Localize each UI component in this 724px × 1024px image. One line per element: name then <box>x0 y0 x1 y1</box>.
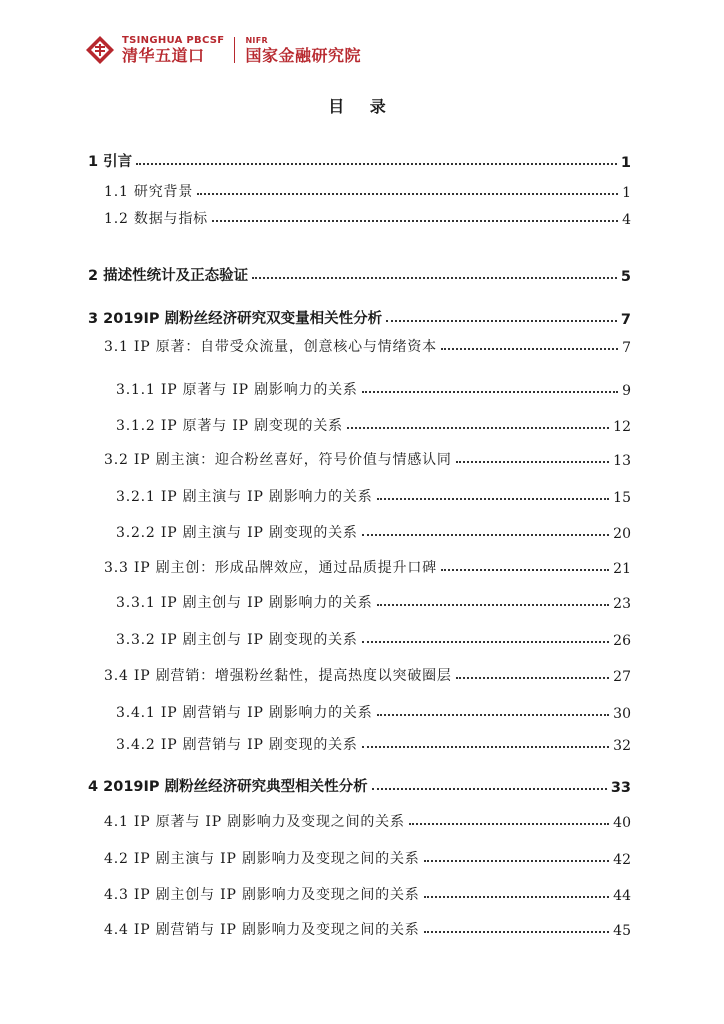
page-title: 目 录 <box>328 97 396 116</box>
toc-entry-page: 7 <box>622 340 631 356</box>
toc-entry-page: 33 <box>610 780 631 796</box>
toc-entry-label: 3.2.1 IP 剧主演与 IP 剧影响力的关系 <box>116 489 373 505</box>
institute-block <box>245 37 361 64</box>
toc-entry[interactable] <box>88 405 631 435</box>
toc-dot-leader <box>212 219 618 222</box>
toc-entry-label: 3.4.2 IP 剧营销与 IP 剧变现的关系 <box>116 737 358 753</box>
toc-dot-leader <box>456 460 609 463</box>
toc-entry[interactable] <box>88 326 631 356</box>
toc-entry-label: 4.1 IP 原著与 IP 剧影响力及变现之间的关系 <box>104 814 405 830</box>
toc-entry-label: 3.1.2 IP 原著与 IP 剧变现的关系 <box>116 418 343 434</box>
toc-dot-leader <box>252 276 617 279</box>
toc-entry[interactable] <box>88 619 631 649</box>
toc-entry-page: 15 <box>613 490 631 506</box>
toc-dot-leader <box>424 859 610 862</box>
toc-dot-leader <box>377 603 610 606</box>
toc-entry[interactable] <box>88 512 631 542</box>
institute-chinese: 国家金融研究院 <box>245 45 361 65</box>
toc-dot-leader <box>409 822 609 825</box>
toc-dot-leader <box>362 390 618 393</box>
toc-entry-page: 45 <box>613 923 631 939</box>
toc-entry[interactable] <box>88 255 631 285</box>
toc-dot-leader <box>362 745 609 748</box>
page-header <box>85 32 361 68</box>
toc-entry-page: 30 <box>613 706 631 722</box>
toc-entry[interactable] <box>88 298 631 328</box>
toc-entry-label: 3.3.1 IP 剧主创与 IP 剧影响力的关系 <box>116 595 373 611</box>
toc-entry-page: 12 <box>613 419 631 435</box>
toc-entry-label: 3.3.2 IP 剧主创与 IP 剧变现的关系 <box>116 632 358 648</box>
toc-entry-page: 26 <box>613 633 631 649</box>
toc-entry-label: 3 2019IP 剧粉丝经济研究双变量相关性分析 <box>88 311 383 327</box>
institute-english: NIFR <box>245 35 268 45</box>
toc-entry-label: 1.2 数据与指标 <box>104 211 208 227</box>
toc-entry[interactable] <box>88 582 631 612</box>
brand-chinese: 清华五道口 <box>122 46 205 65</box>
toc-entry-label: 3.4 IP 剧营销：增强粉丝黏性，提高热度以突破圈层 <box>104 668 452 684</box>
toc-entry-label: 3.4.1 IP 剧营销与 IP 剧影响力的关系 <box>116 705 373 721</box>
toc-dot-leader <box>456 676 609 679</box>
toc-entry-page: 27 <box>613 669 631 685</box>
toc-dot-leader <box>362 640 609 643</box>
toc-entry-label: 1 引言 <box>88 154 133 170</box>
toc-entry-page: 44 <box>613 888 631 904</box>
toc-entry-page: 20 <box>613 526 631 542</box>
toc-dot-leader <box>347 426 609 429</box>
toc-entry[interactable] <box>88 692 631 722</box>
toc-dot-leader <box>377 713 610 716</box>
toc-entry-page: 7 <box>620 312 631 328</box>
toc-entry-page: 40 <box>613 815 631 831</box>
toc-entry[interactable] <box>88 801 631 831</box>
toc-dot-leader <box>386 319 617 322</box>
toc-entry-page: 32 <box>613 738 631 754</box>
brand-divider <box>234 37 235 63</box>
toc-entry-label: 4.3 IP 剧主创与 IP 剧影响力及变现之间的关系 <box>104 887 420 903</box>
brand-english: TSINGHUA PBCSF <box>122 35 225 46</box>
toc-entry-label: 4.4 IP 剧营销与 IP 剧影响力及变现之间的关系 <box>104 922 420 938</box>
toc-entry-label: 3.3 IP 剧主创：形成品牌效应，通过品质提升口碑 <box>104 560 437 576</box>
toc-entry-label: 3.1 IP 原著：自带受众流量，创意核心与情绪资本 <box>104 339 437 355</box>
toc-entry-page: 42 <box>613 852 631 868</box>
toc-entry-page: 4 <box>622 212 631 228</box>
toc-dot-leader <box>136 162 617 165</box>
toc-entry[interactable] <box>88 655 631 685</box>
toc-entry[interactable] <box>88 369 631 399</box>
toc-entry[interactable] <box>88 909 631 939</box>
toc-entry[interactable] <box>88 476 631 506</box>
toc-entry[interactable] <box>88 198 631 228</box>
toc-dot-leader <box>441 568 609 571</box>
toc-entry-page: 5 <box>620 269 631 285</box>
toc-entry-label: 3.2.2 IP 剧主演与 IP 剧变现的关系 <box>116 525 358 541</box>
toc-entry[interactable] <box>88 141 631 171</box>
toc-entry-page: 21 <box>613 561 631 577</box>
toc-entry[interactable] <box>88 547 631 577</box>
toc-entry-page: 9 <box>622 383 631 399</box>
toc-entry[interactable] <box>88 874 631 904</box>
toc-entry-label: 4 2019IP 剧粉丝经济研究典型相关性分析 <box>88 779 368 795</box>
toc-dot-leader <box>372 787 607 790</box>
toc-entry-page: 23 <box>613 596 631 612</box>
tsinghua-logo-icon <box>85 35 115 65</box>
toc-entry-label: 2 描述性统计及正态验证 <box>88 268 249 284</box>
toc-entry[interactable] <box>88 724 631 754</box>
toc-entry-label: 1.1 研究背景 <box>104 184 194 200</box>
toc-entry-page: 1 <box>622 185 631 201</box>
toc-entry[interactable] <box>88 439 631 469</box>
toc-entry[interactable] <box>88 171 631 201</box>
toc-entry-label: 3.1.1 IP 原著与 IP 剧影响力的关系 <box>116 382 358 398</box>
toc-dot-leader <box>362 533 609 536</box>
toc-entry-label: 3.2 IP 剧主演：迎合粉丝喜好，符号价值与情感认同 <box>104 452 452 468</box>
toc-entry[interactable] <box>88 838 631 868</box>
toc-dot-leader <box>377 497 610 500</box>
toc-dot-leader <box>424 895 610 898</box>
toc-entry[interactable] <box>88 766 631 796</box>
toc-dot-leader <box>441 347 618 350</box>
toc-entry-page: 1 <box>620 155 631 171</box>
toc-entry-page: 13 <box>613 453 631 469</box>
toc-entry-label: 4.2 IP 剧主演与 IP 剧影响力及变现之间的关系 <box>104 851 420 867</box>
toc-dot-leader <box>424 930 610 933</box>
toc-dot-leader <box>197 192 618 195</box>
brand-block <box>122 36 224 64</box>
